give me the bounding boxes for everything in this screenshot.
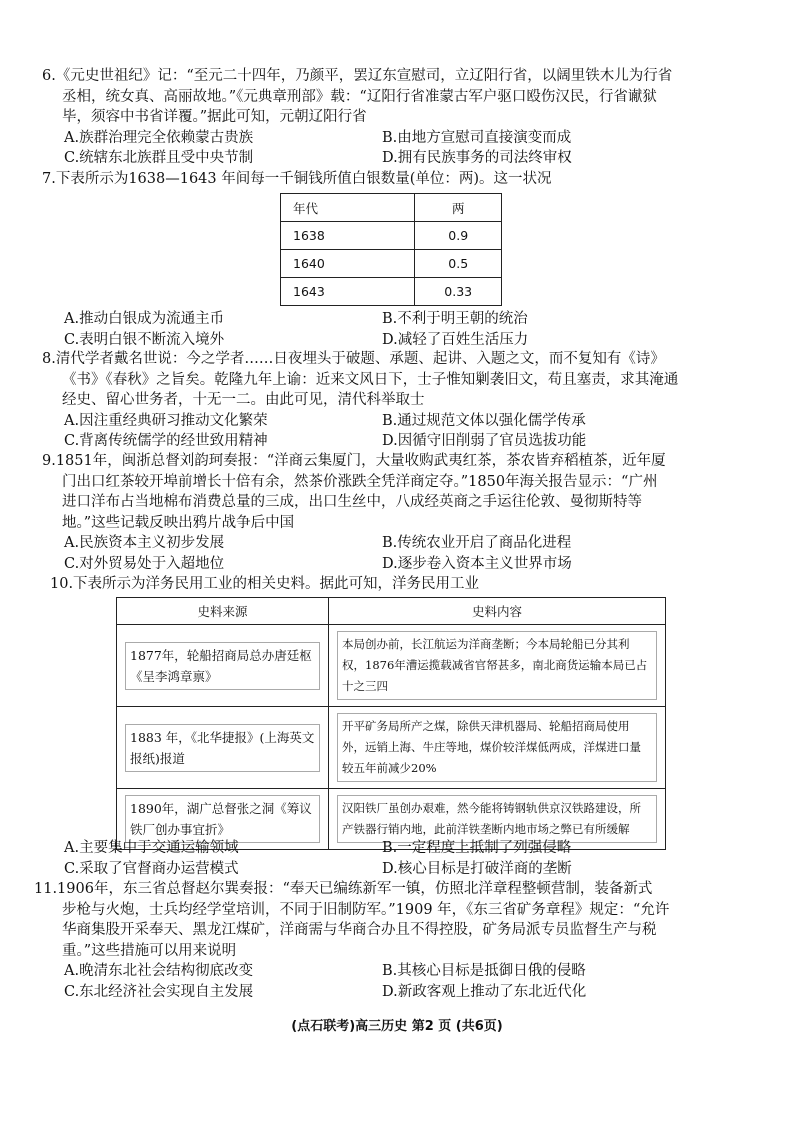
question-7 bbox=[42, 169, 762, 190]
option-b[interactable]: B.通过规范文体以强化儒学传承 bbox=[382, 412, 586, 429]
table-cell: 1638 bbox=[281, 222, 415, 250]
question-11-options bbox=[42, 961, 762, 1002]
question-8-line-2: 《书》《春秋》之旨矣。乾隆九年上谕：近来文风日下，士子惟知剿袭旧文，苟且塞责，求其淹通 bbox=[62, 371, 679, 388]
content-text: 开平矿务局所产之煤，除供天津机器局、轮船招商局使用外，远销上海、牛庄等地，煤价较洋煤低两成，洋煤进口量较五年前减少20% bbox=[337, 713, 657, 782]
option-a[interactable]: A.因注重经典研习推动文化繁荣 bbox=[64, 412, 268, 429]
table-row bbox=[281, 250, 502, 278]
question-9 bbox=[42, 451, 762, 574]
option-a[interactable]: A.民族资本主义初步发展 bbox=[64, 535, 225, 551]
table-cell: 0.33 bbox=[415, 278, 502, 306]
source-cell bbox=[117, 625, 329, 707]
question-10-line-1: 10.下表所示为洋务民用工业的相关史料。据此可知，洋务民用工业 bbox=[50, 576, 480, 592]
question-11-line-2: 步枪与火炮，士兵均经学堂培训，不同于旧制防军。”1909 年，《东三省矿务章程》规定：“允许 bbox=[62, 901, 670, 918]
option-d[interactable]: D.拥有民族事务的司法终审权 bbox=[382, 150, 572, 166]
table-header-cell: 史料内容 bbox=[329, 598, 666, 625]
option-d[interactable]: D.核心目标是打破洋商的垄断 bbox=[382, 860, 572, 877]
option-c[interactable]: C.表明白银不断流入境外 bbox=[64, 331, 225, 348]
question-7-options-block bbox=[42, 309, 762, 350]
option-a[interactable]: A.晚清东北社会结构彻底改变 bbox=[64, 963, 254, 979]
table-header-cell: 年代 bbox=[281, 194, 415, 222]
question-8-options bbox=[42, 411, 762, 452]
option-b[interactable]: B.一定程度上抵制了列强侵略 bbox=[382, 840, 572, 856]
question-11-line-3: 华商集股开采奉天、黑龙江煤矿，洋商需与华商合办且不得控股，矿务局派专员监督生产与税 bbox=[62, 922, 657, 938]
table-row bbox=[281, 278, 502, 306]
option-b[interactable]: B.其核心目标是抵御日俄的侵略 bbox=[382, 963, 586, 979]
question-8-line-1: 8.清代学者戴名世说：今之学者……日夜埋头于破题、承题、起讲、入题之文，而不复知有《诗》 bbox=[42, 351, 665, 367]
option-d[interactable]: D.减轻了百姓生活压力 bbox=[382, 331, 529, 348]
question-11 bbox=[34, 879, 762, 1002]
question-8 bbox=[42, 349, 762, 452]
question-6-line-2: 丞相，统女真、高丽故地。”《元典章刑部》载：“辽阳行省准蒙古军户驱口殴伤汉民，行省谳狱 bbox=[62, 88, 657, 105]
question-9-line-2: 门出口红茶较开埠前增长十倍有余，然茶价涨跌全凭洋商定夺。”1850年海关报告显示：“广州 bbox=[62, 473, 658, 490]
question-9-line-3: 进口洋布占当地棉布消费总量的三成，出口生丝中，八成经英商之手运往伦敦、曼彻斯特等 bbox=[62, 494, 642, 510]
option-b[interactable]: B.由地方宣慰司直接演变而成 bbox=[382, 129, 572, 146]
question-6-line-3: 毕，须容中书省详覆。”据此可知，元朝辽阳行省 bbox=[62, 109, 367, 125]
content-cell bbox=[329, 625, 666, 707]
option-a[interactable]: A.族群治理完全依赖蒙古贵族 bbox=[64, 129, 254, 146]
table-cell: 1640 bbox=[281, 250, 415, 278]
question-10-options-block bbox=[42, 838, 762, 879]
question-6-line-1: 6.《元史世祖纪》记：“至元二十四年，乃颜平，罢辽东宣慰司，立辽阳行省，以阔里铁木儿为行省 bbox=[42, 68, 673, 84]
option-b[interactable]: B.不利于明王朝的统治 bbox=[382, 311, 528, 327]
option-d[interactable]: D.因循守旧削弱了官员选拔功能 bbox=[382, 433, 587, 449]
question-10-options bbox=[42, 838, 762, 879]
option-c[interactable]: C.采取了官督商办运营模式 bbox=[64, 860, 239, 877]
option-b[interactable]: B.传统农业开启了商品化进程 bbox=[382, 535, 572, 551]
silver-table bbox=[280, 193, 502, 306]
source-text: 1883 年，《北华捷报》(上海英文报纸)报道 bbox=[125, 724, 320, 772]
table-row bbox=[117, 707, 666, 789]
content-cell bbox=[329, 707, 666, 789]
table-header-row bbox=[281, 194, 502, 222]
question-8-line-3: 经史、留心世务者，十无一二。由此可见，清代科举取士 bbox=[62, 392, 425, 408]
table-row bbox=[117, 625, 666, 707]
question-9-line-1: 9.1851年，闽浙总督刘韵珂奏报：“洋商云集厦门，大量收购武夷红茶，茶农皆弃稻植茶，近年厦 bbox=[42, 453, 666, 469]
table-cell: 1643 bbox=[281, 278, 415, 306]
content-text: 本局创办前，长江航运为洋商垄断；今本局轮船已分其利权，1876年漕运揽载减省官帑甚多，南北商货运输本局已占十之三四 bbox=[337, 631, 657, 700]
question-6-options bbox=[42, 128, 762, 169]
option-c[interactable]: C.东北经济社会实现自主发展 bbox=[64, 983, 254, 1000]
table-header-cell: 两 bbox=[415, 194, 502, 222]
page-footer: (点石联考)高三历史 第2 页 (共6页) bbox=[291, 1019, 503, 1034]
table-row bbox=[281, 222, 502, 250]
sources-table bbox=[116, 597, 666, 850]
option-d[interactable]: D.新政客观上推动了东北近代化 bbox=[382, 983, 587, 1000]
question-7-line-1: 7.下表所示为1638—1643 年间每一千铜钱所值白银数量(单位：两)。这一状况 bbox=[42, 171, 552, 187]
content-text: 汉阳铁厂虽创办艰难，然今能将铸钢轨供京汉铁路建设，所产铁器行销内地，此前洋铁垄断内地市场之弊已有所缓解 bbox=[337, 795, 657, 843]
table-header-row bbox=[117, 598, 666, 625]
option-c[interactable]: C.统辖东北族群且受中央节制 bbox=[64, 150, 254, 166]
option-c[interactable]: C.对外贸易处于入超地位 bbox=[64, 555, 225, 572]
question-9-options bbox=[42, 533, 762, 574]
option-c[interactable]: C.背离传统儒学的经世致用精神 bbox=[64, 433, 268, 449]
question-7-options bbox=[42, 309, 762, 350]
option-a[interactable]: A.推动白银成为流通主币 bbox=[64, 311, 225, 327]
table-cell: 0.5 bbox=[415, 250, 502, 278]
question-6 bbox=[42, 66, 762, 169]
question-11-line-4: 重。”这些措施可以用来说明 bbox=[62, 942, 237, 959]
table-header-cell: 史料来源 bbox=[117, 598, 329, 625]
source-text: 1890年，湖广总督张之洞《筹议铁厂创办事宜折》 bbox=[125, 795, 320, 843]
table-cell: 0.9 bbox=[415, 222, 502, 250]
source-cell bbox=[117, 707, 329, 789]
source-text: 1877年，轮船招商局总办唐廷枢《呈李鸿章禀》 bbox=[125, 642, 320, 690]
option-d[interactable]: D.逐步卷入资本主义世界市场 bbox=[382, 555, 572, 572]
question-11-line-1: 11.1906年，东三省总督赵尔巽奏报：“奉天已编练新军一镇，仿照北洋章程整顿营制，装备新式 bbox=[34, 881, 653, 897]
option-a[interactable]: A.主要集中于交通运输领域 bbox=[64, 840, 239, 856]
question-9-line-4: 地。”这些记载反映出鸦片战争后中国 bbox=[62, 514, 295, 531]
question-10 bbox=[42, 574, 762, 595]
